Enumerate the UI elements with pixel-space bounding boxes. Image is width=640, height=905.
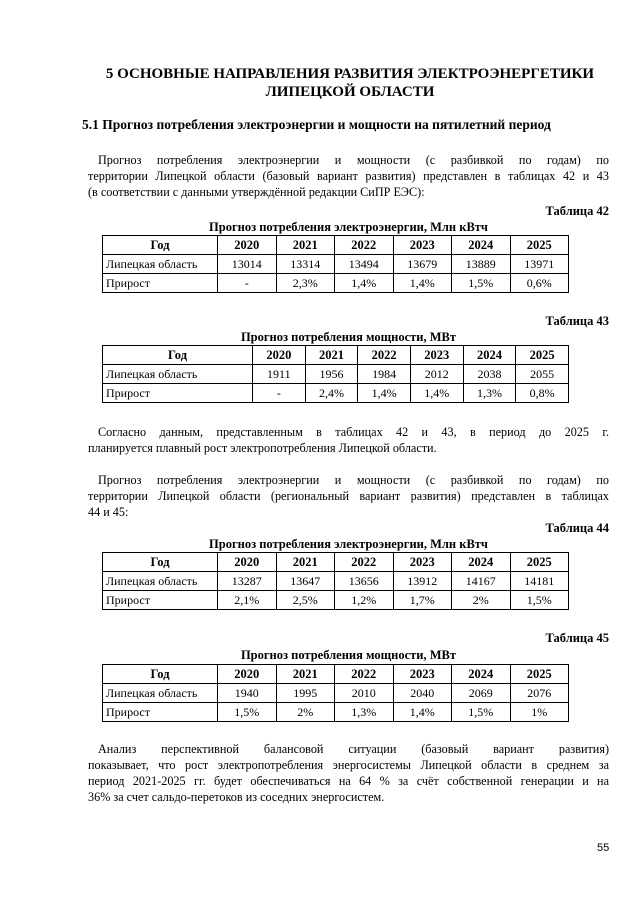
header-cell: 2023: [393, 665, 452, 684]
paragraph-line: территории Липецкой области (базовый вариант развития) представлен в таблицах 42 и 43: [88, 169, 609, 183]
header-cell: 2025: [510, 236, 569, 255]
table-header-row: [103, 553, 569, 572]
table-cell: 13647: [276, 572, 335, 591]
table-cell: 2076: [510, 684, 569, 703]
table-cell: 1911: [253, 365, 306, 384]
paragraph-line: Согласно данным, представленным в таблицах 42 и 43, в период до 2025 г.: [98, 425, 609, 439]
table-44-caption: Прогноз потребления электроэнергии, Млн кВтч: [209, 537, 488, 551]
table-cell: 2038: [463, 365, 516, 384]
table-cell: 1,3%: [335, 703, 394, 722]
header-cell: 2020: [253, 346, 306, 365]
table-cell: Прирост: [103, 703, 218, 722]
header-cell: 2023: [393, 553, 452, 572]
table-cell: 1940: [218, 684, 277, 703]
table-cell: 1,4%: [393, 703, 452, 722]
header-cell: Год: [103, 665, 218, 684]
table-cell: Липецкая область: [103, 684, 218, 703]
table-cell: 13679: [393, 255, 452, 274]
paragraph-line: территории Липецкой области (региональный вариант развития) представлен в таблицах: [88, 489, 609, 503]
table-header-row: [103, 346, 569, 365]
table-cell: -: [253, 384, 306, 403]
table-cell: 2040: [393, 684, 452, 703]
paragraph-line: планируется плавный рост электропотребления Липецкой области.: [88, 441, 437, 455]
table-43-label: Таблица 43: [545, 314, 609, 328]
paragraph-line: (в соответствии с данными утверждённой редакции СиПР ЕЭС):: [88, 185, 425, 199]
table-cell: 1,4%: [410, 384, 463, 403]
header-cell: Год: [103, 236, 218, 255]
table-cell: 1,5%: [510, 591, 569, 610]
table-cell: Липецкая область: [103, 572, 218, 591]
header-cell: 2021: [276, 236, 335, 255]
table-44: [102, 552, 569, 610]
table-45: [102, 664, 569, 722]
table-cell: 1995: [276, 684, 335, 703]
table-cell: 13656: [335, 572, 394, 591]
table-cell: 2,1%: [218, 591, 277, 610]
header-cell: 2021: [305, 346, 358, 365]
header-cell: Год: [103, 553, 218, 572]
table-cell: 2,3%: [276, 274, 335, 293]
table-cell: Прирост: [103, 274, 218, 293]
table-42-caption: Прогноз потребления электроэнергии, Млн кВтч: [209, 220, 488, 234]
table-row: [103, 684, 569, 703]
paragraph-intro-regional: [88, 472, 609, 520]
table-42: [102, 235, 569, 293]
table-cell: 13314: [276, 255, 335, 274]
header-cell: 2023: [410, 346, 463, 365]
header-cell: 2022: [335, 553, 394, 572]
table-cell: 14181: [510, 572, 569, 591]
table-43: [102, 345, 569, 403]
table-cell: 1956: [305, 365, 358, 384]
table-cell: -: [218, 274, 277, 293]
table-cell: 2,4%: [305, 384, 358, 403]
table-cell: 13971: [510, 255, 569, 274]
table-cell: 14167: [452, 572, 511, 591]
page-number: 55: [597, 842, 610, 854]
header-cell: 2024: [463, 346, 516, 365]
table-cell: 2055: [516, 365, 569, 384]
header-cell: 2021: [276, 665, 335, 684]
table-row: [103, 591, 569, 610]
header-cell: Год: [103, 346, 253, 365]
header-cell: 2025: [510, 553, 569, 572]
header-cell: 2022: [335, 236, 394, 255]
table-cell: 1%: [510, 703, 569, 722]
table-cell: 1,7%: [393, 591, 452, 610]
table-cell: 1,5%: [218, 703, 277, 722]
table-cell: 2,5%: [276, 591, 335, 610]
table-cell: 0,8%: [516, 384, 569, 403]
table-cell: 2%: [276, 703, 335, 722]
table-cell: 1,5%: [452, 703, 511, 722]
header-cell: 2022: [335, 665, 394, 684]
table-cell: 1984: [358, 365, 411, 384]
header-cell: 2020: [218, 553, 277, 572]
section-heading: 5.1 Прогноз потребления электроэнергии и мощности на пятилетний период: [82, 117, 551, 132]
paragraph-line: Анализ перспективной балансовой ситуации (базовый вариант развития): [98, 742, 609, 756]
table-row: [103, 703, 569, 722]
table-44-label: Таблица 44: [545, 521, 609, 535]
table-cell: 1,4%: [335, 274, 394, 293]
table-45-label: Таблица 45: [545, 631, 609, 645]
table-cell: 2%: [452, 591, 511, 610]
paragraph-line: показывает, что рост электропотребления энергосистемы Липецкой области в среднем за: [88, 758, 609, 772]
table-cell: Прирост: [103, 591, 218, 610]
table-cell: 1,5%: [452, 274, 511, 293]
table-cell: 13014: [218, 255, 277, 274]
table-43-caption: Прогноз потребления мощности, МВт: [240, 330, 457, 344]
paragraph-line: 44 и 45:: [88, 505, 129, 519]
table-cell: 2012: [410, 365, 463, 384]
table-cell: Прирост: [103, 384, 253, 403]
header-cell: 2022: [358, 346, 411, 365]
header-cell: 2025: [516, 346, 569, 365]
table-cell: 13287: [218, 572, 277, 591]
paragraph-line: период 2021-2025 гг. будет обеспечиваться на 64 % за счёт собственной генерации и на: [88, 774, 609, 788]
table-45-caption: Прогноз потребления мощности, МВт: [240, 648, 457, 662]
table-cell: 0,6%: [510, 274, 569, 293]
header-cell: 2025: [510, 665, 569, 684]
table-cell: 1,3%: [463, 384, 516, 403]
table-row: [103, 384, 569, 403]
header-cell: 2024: [452, 236, 511, 255]
table-row: [103, 255, 569, 274]
chapter-heading: [60, 65, 640, 101]
paragraph-line: 36% за счет сальдо-перетоков из соседних энергосистем.: [88, 790, 385, 804]
table-row: [103, 572, 569, 591]
table-cell: 13889: [452, 255, 511, 274]
table-cell: 13494: [335, 255, 394, 274]
header-cell: 2020: [218, 665, 277, 684]
header-cell: 2024: [452, 553, 511, 572]
table-row: [103, 274, 569, 293]
table-cell: Липецкая область: [103, 255, 218, 274]
header-cell: 2021: [276, 553, 335, 572]
table-header-row: [103, 236, 569, 255]
header-cell: 2020: [218, 236, 277, 255]
table-cell: 13912: [393, 572, 452, 591]
table-cell: Липецкая область: [103, 365, 253, 384]
table-cell: 1,4%: [358, 384, 411, 403]
table-cell: 1,2%: [335, 591, 394, 610]
paragraph-conclusion-base: [88, 424, 609, 456]
chapter-heading-line2: ЛИПЕЦКОЙ ОБЛАСТИ: [265, 84, 435, 100]
table-cell: 2069: [452, 684, 511, 703]
table-row: [103, 365, 569, 384]
table-header-row: [103, 665, 569, 684]
paragraph-line: Прогноз потребления электроэнергии и мощности (с разбивкой по годам) по: [98, 473, 609, 487]
header-cell: 2024: [452, 665, 511, 684]
table-42-label: Таблица 42: [545, 204, 609, 218]
table-cell: 2010: [335, 684, 394, 703]
table-cell: 1,4%: [393, 274, 452, 293]
header-cell: 2023: [393, 236, 452, 255]
paragraph-balance-analysis: [88, 741, 609, 805]
paragraph-intro-base: [88, 152, 609, 200]
chapter-heading-line1: 5 ОСНОВНЫЕ НАПРАВЛЕНИЯ РАЗВИТИЯ ЭЛЕКТРОЭНЕРГЕТИКИ: [105, 66, 595, 82]
paragraph-line: Прогноз потребления электроэнергии и мощности (с разбивкой по годам) по: [98, 153, 609, 167]
